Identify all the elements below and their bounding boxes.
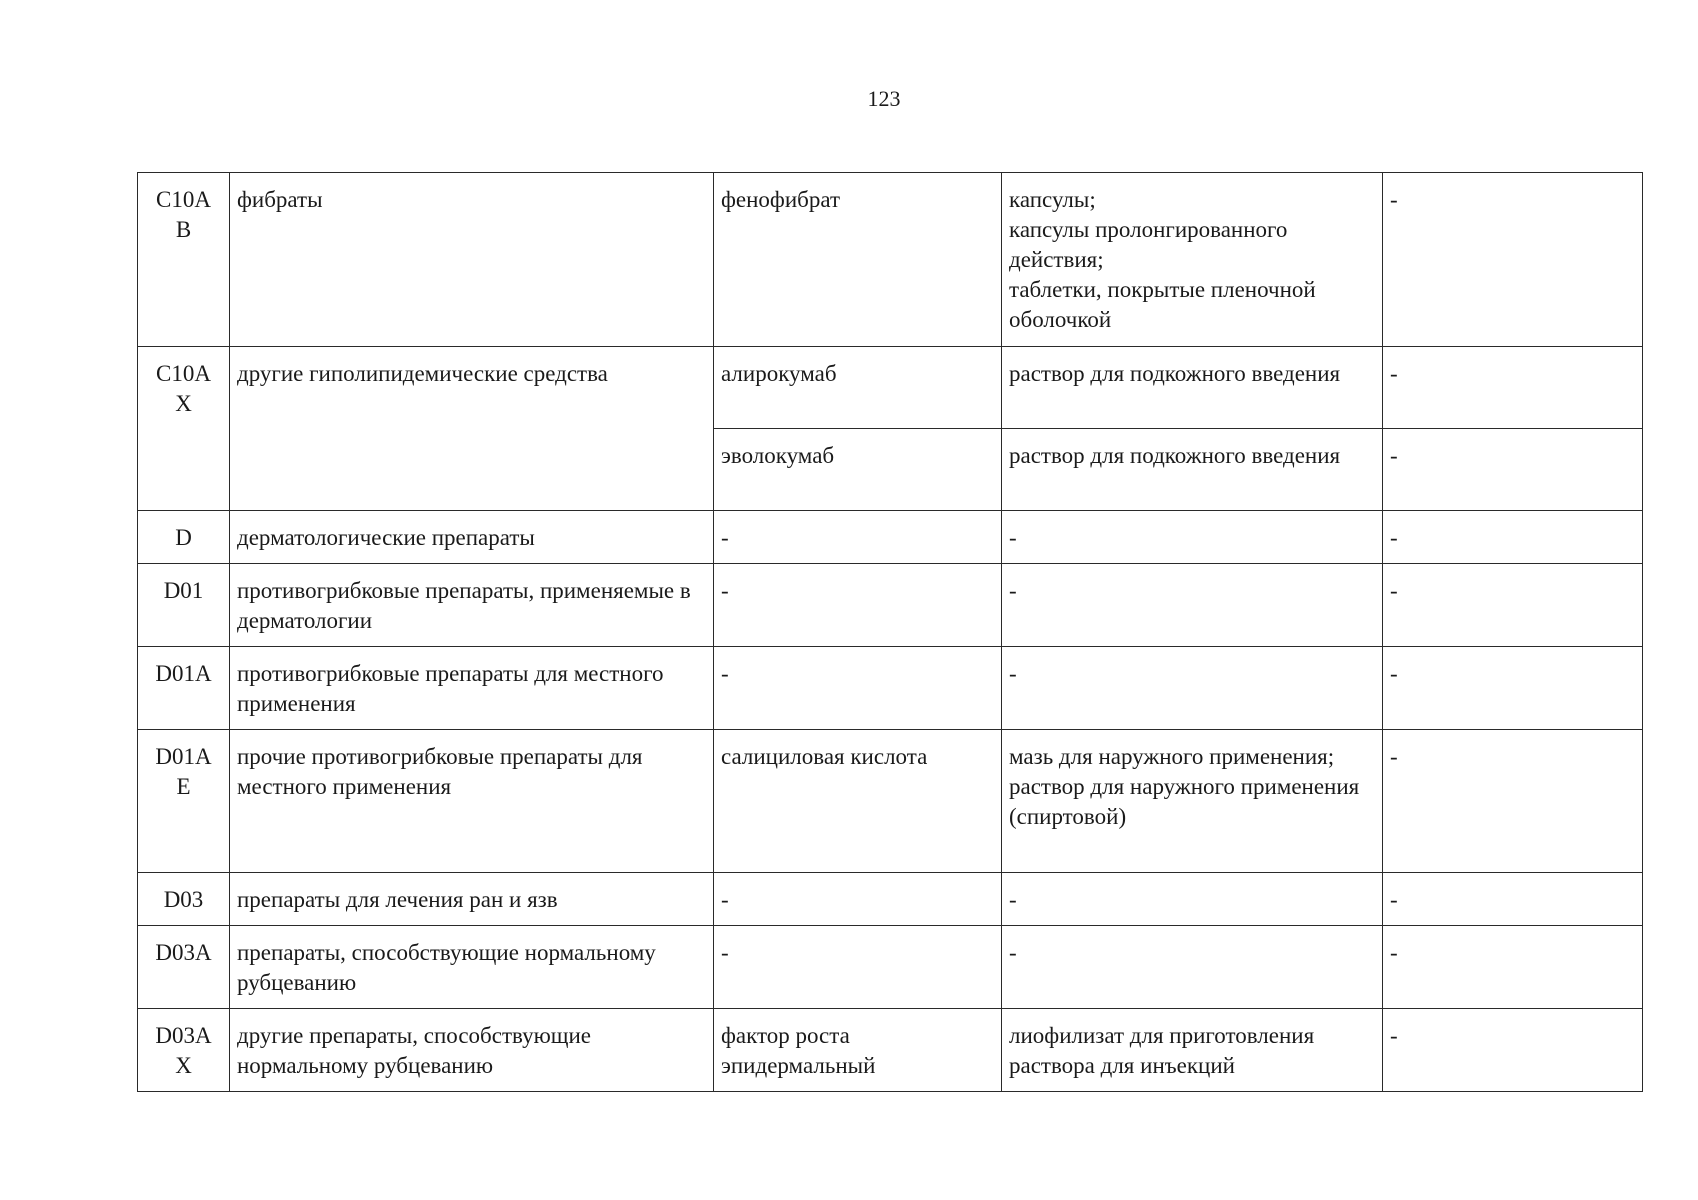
group-cell: другие препараты, способствующие нормальному рубцеванию — [230, 1009, 714, 1092]
note-cell: - — [1383, 564, 1643, 647]
dosage-form-cell: капсулы; капсулы пролонгированного действия; таблетки, покрытые пленочной оболочкой — [1002, 173, 1383, 347]
table-row — [138, 730, 1643, 873]
dosage-form-cell: - — [1002, 873, 1383, 926]
substance-cell: - — [714, 873, 1002, 926]
substance-cell: алирокумаб — [714, 347, 1002, 429]
substance-cell: салициловая кислота — [714, 730, 1002, 873]
dosage-form-cell: - — [1002, 926, 1383, 1009]
table-row — [138, 173, 1643, 347]
dosage-form-cell: - — [1002, 511, 1383, 564]
substance-cell: фенофибрат — [714, 173, 1002, 347]
dosage-form-cell: раствор для подкожного введения — [1002, 429, 1383, 511]
note-cell: - — [1383, 173, 1643, 347]
atc-code-cell: D — [138, 511, 230, 564]
note-cell: - — [1383, 347, 1643, 429]
note-cell: - — [1383, 873, 1643, 926]
atc-code-cell: C10A X — [138, 347, 230, 511]
drug-table — [137, 172, 1643, 1092]
group-cell: препараты для лечения ран и язв — [230, 873, 714, 926]
note-cell: - — [1383, 926, 1643, 1009]
note-cell: - — [1383, 429, 1643, 511]
table-row — [138, 511, 1643, 564]
group-cell: противогрибковые препараты для местного применения — [230, 647, 714, 730]
substance-cell: - — [714, 511, 1002, 564]
dosage-form-cell: раствор для подкожного введения — [1002, 347, 1383, 429]
group-cell: прочие противогрибковые препараты для местного применения — [230, 730, 714, 873]
table-row — [138, 926, 1643, 1009]
atc-code-cell: C10A B — [138, 173, 230, 347]
table-row — [138, 347, 1643, 429]
dosage-form-cell: - — [1002, 647, 1383, 730]
table-row — [138, 564, 1643, 647]
table-row — [138, 873, 1643, 926]
group-cell: другие гиполипидемические средства — [230, 347, 714, 511]
atc-code-cell: D01A — [138, 647, 230, 730]
group-cell: препараты, способствующие нормальному рубцеванию — [230, 926, 714, 1009]
table-row — [138, 1009, 1643, 1092]
atc-code-cell: D01 — [138, 564, 230, 647]
note-cell: - — [1383, 511, 1643, 564]
dosage-form-cell: - — [1002, 564, 1383, 647]
substance-cell: фактор роста эпидермальный — [714, 1009, 1002, 1092]
atc-code-cell: D03 — [138, 873, 230, 926]
group-cell: противогрибковые препараты, применяемые в дерматологии — [230, 564, 714, 647]
substance-cell: - — [714, 926, 1002, 1009]
group-cell: дерматологические препараты — [230, 511, 714, 564]
page-number: 123 — [867, 86, 901, 111]
note-cell: - — [1383, 730, 1643, 873]
dosage-form-cell: лиофилизат для приготовления раствора для инъекций — [1002, 1009, 1383, 1092]
substance-cell: эволокумаб — [714, 429, 1002, 511]
substance-cell: - — [714, 564, 1002, 647]
atc-code-cell: D03A — [138, 926, 230, 1009]
group-cell: фибраты — [230, 173, 714, 347]
dosage-form-cell: мазь для наружного применения; раствор для наружного применения (спиртовой) — [1002, 730, 1383, 873]
table-row — [138, 647, 1643, 730]
note-cell: - — [1383, 647, 1643, 730]
atc-code-cell: D01A E — [138, 730, 230, 873]
note-cell: - — [1383, 1009, 1643, 1092]
substance-cell: - — [714, 647, 1002, 730]
atc-code-cell: D03A X — [138, 1009, 230, 1092]
